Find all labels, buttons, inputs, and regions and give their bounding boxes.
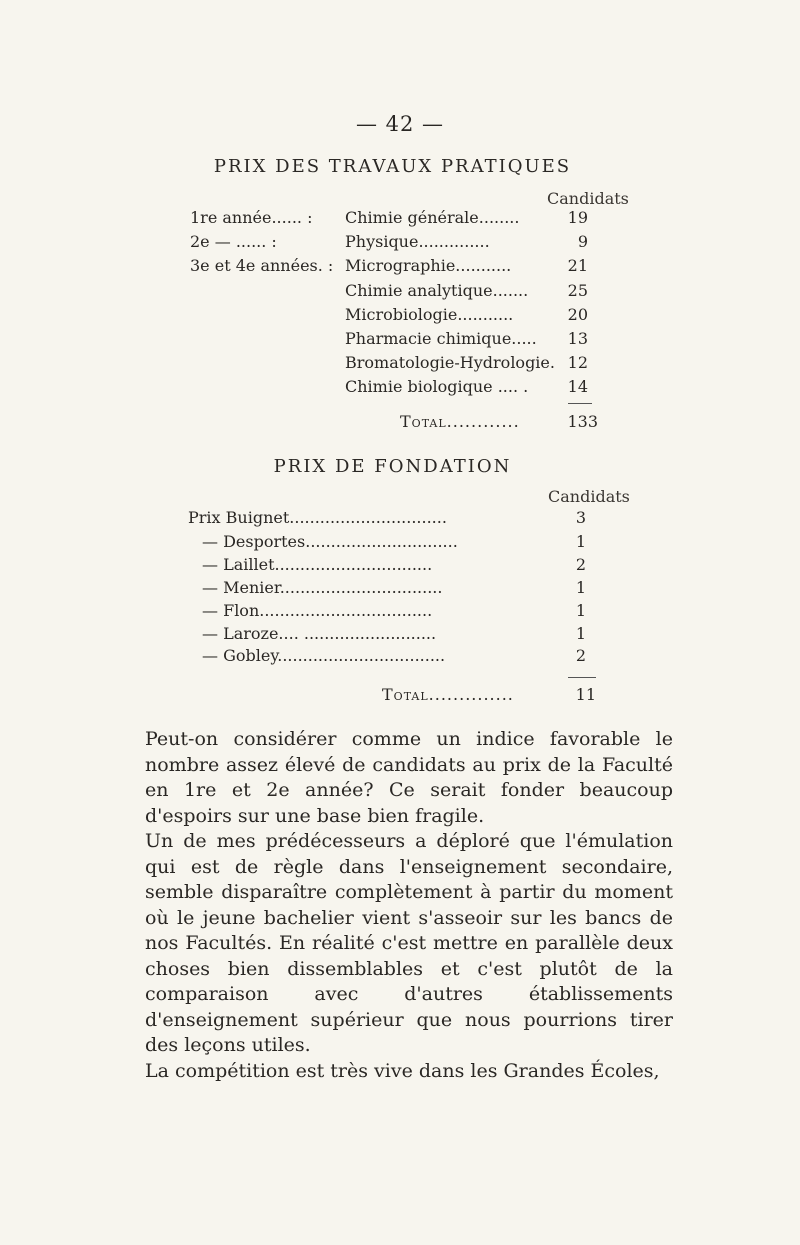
subject-label: Chimie générale........ [345,208,520,227]
body-text [145,727,673,1084]
subject-label: Chimie analytique....... [345,281,529,300]
candidate-count: 20 [567,305,588,324]
section-title-travaux: PRIX DES TRAVAUX PRATIQUES [213,156,572,177]
candidate-count: 2 [575,646,586,665]
candidate-count: 3 [575,508,586,527]
travaux-row [190,281,600,303]
travaux-row [190,305,600,327]
fondation-row [202,532,612,554]
year-label: 1re année...... : [190,208,313,227]
prize-name: — Laroze.... .......................... [202,624,437,643]
prize-name: Prix Buignet............................... [188,508,447,527]
travaux-total-value: 133 [567,412,598,431]
candidate-count: 1 [575,532,586,551]
candidate-count: 13 [567,329,588,348]
fondation-row [188,508,598,530]
sum-rule [568,403,592,404]
candidate-count: 1 [575,624,586,643]
fondation-row [202,646,612,668]
prize-name: — Desportes.............................. [202,532,458,551]
paragraph-1: Peut-on considérer comme un indice favorable le nombre assez élevé de candidats au prix de la Faculté en 1re et 2e année? Ce serait fonder beaucoup d'espoirs sur une base bien fragile. [145,728,673,827]
page-number: — 42 — [355,112,445,136]
travaux-row [190,256,600,278]
fondation-row [202,578,612,600]
total-label: Total............ [400,412,520,431]
candidate-count: 2 [575,555,586,574]
candidate-count: 21 [567,256,588,275]
fondation-total-row [382,685,514,704]
section-title-fondation: PRIX DE FONDATION [273,456,512,477]
column-header-candidats-2: Candidats [548,487,630,506]
travaux-row [190,353,600,375]
subject-label: Chimie biologique .... . [345,377,529,396]
fondation-row [202,601,612,623]
travaux-row [190,329,600,351]
subject-label: Pharmacie chimique..... [345,329,537,348]
column-header-candidats: Candidats [547,189,629,208]
candidate-count: 14 [567,377,588,396]
candidate-count: 1 [575,601,586,620]
prize-name: — Flon.................................. [202,601,433,620]
paragraph-2: Un de mes prédécesseurs a déploré que l'émulation qui est de règle dans l'enseignement secondaire, semble disparaître complètement à partir du moment où le jeune bachelier vient s'asseoir sur les bancs de nos Facultés. En réalité c'est mettre en parallèle deux choses bien dissemblables et c'est plutôt de la comparaison avec d'autres établissements d'enseignement supérieur que nous pourrions tirer des leçons utiles. [145,830,673,1056]
travaux-row [190,232,600,254]
subject-label: Micrographie........... [345,256,512,275]
prize-name: — Gobley................................. [202,646,446,665]
prize-name: — Laillet............................... [202,555,433,574]
subject-label: Physique.............. [345,232,490,251]
sum-rule-2 [568,677,596,678]
fondation-row [202,555,612,577]
candidate-count: 1 [575,578,586,597]
year-label: 3e et 4e années. : [190,256,334,275]
year-label: 2e — ...... : [190,232,277,251]
candidate-count: 19 [567,208,588,227]
total-label-2: Total.............. [382,685,514,704]
subject-label: Microbiologie........... [345,305,514,324]
prize-name: — Menier................................ [202,578,443,597]
fondation-total-value: 11 [575,685,596,704]
paragraph-3: La compétition est très vive dans les Grandes Écoles, [145,1059,660,1082]
travaux-total-row [400,412,520,431]
subject-label: Bromatologie-Hydrologie. [345,353,555,372]
travaux-row [190,208,600,230]
candidate-count: 12 [567,353,588,372]
fondation-row [202,624,612,646]
travaux-row [190,377,600,399]
candidate-count: 25 [567,281,588,300]
candidate-count: 9 [577,232,588,251]
